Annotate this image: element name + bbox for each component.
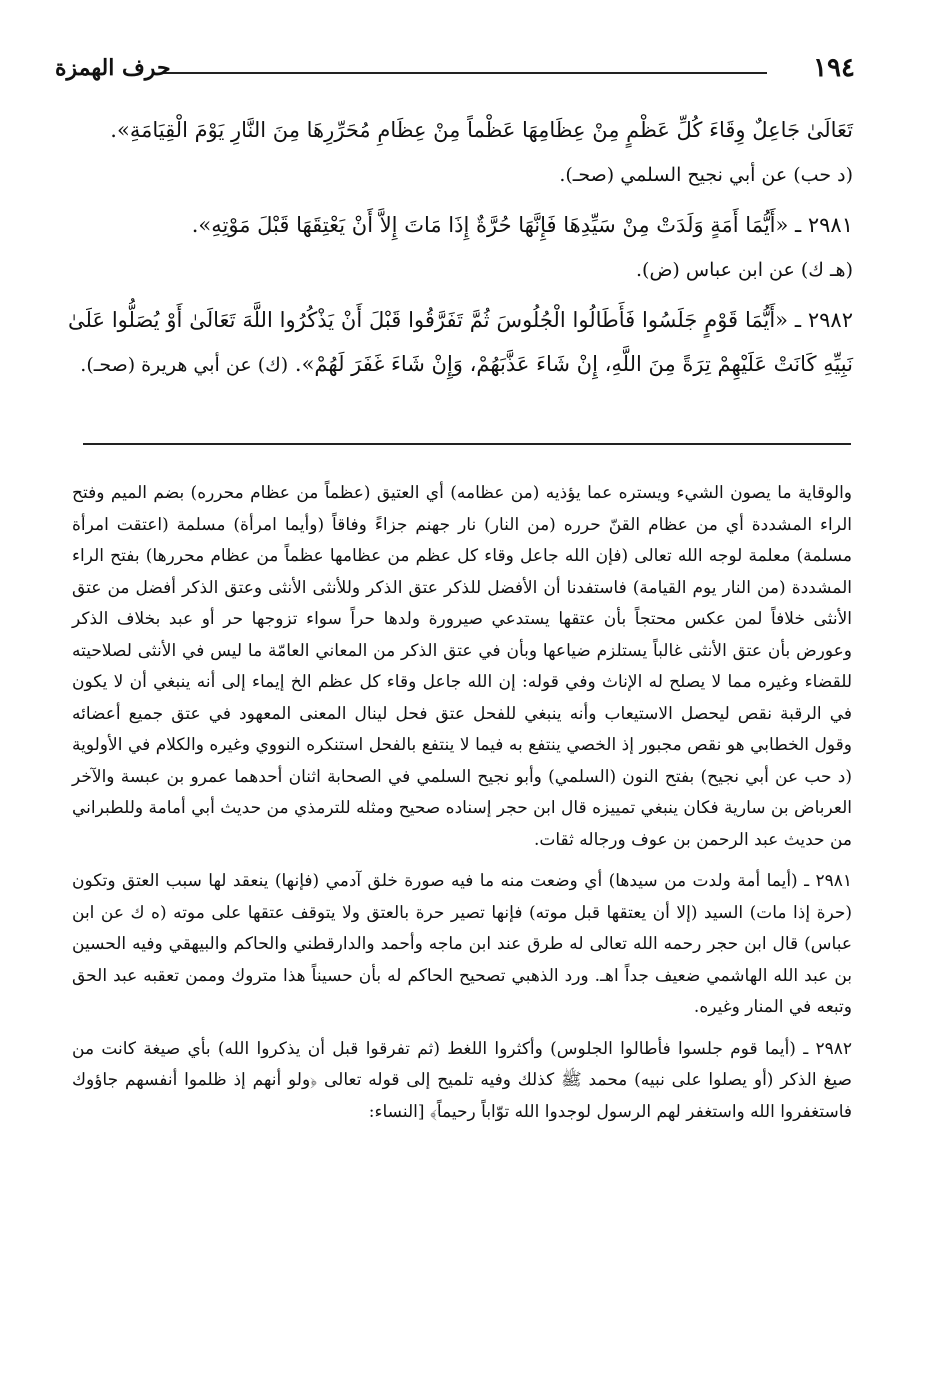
hadith-text [68,108,853,393]
hadith-entry [68,108,853,197]
hadith-body: ٢٩٨٢ ـ «أَيُّمَا قَوْمٍ جَلَسُوا فَأَطَالُوا الْجُلُوسَ ثُمَّ تَفَرَّقُوا قَبْلَ أَنْ يَذْكُرُوا اللَّهَ تَعَالَىٰ أَوْ يُصَلُّوا عَلَىٰ نَبِيِّهِ كَانَتْ عَلَيْهِمْ تِرَةً مِنَ اللَّهِ، إِنْ شَاءَ عَذَّبَهُمْ، وَإِنْ شَاءَ غَفَرَ لَهُمْ». [68,308,853,376]
commentary-paragraph: والوقاية ما يصون الشيء ويستره عما يؤذيه (من عظامه) أي العتيق (عظماً من عظام محرره) بضم الميم وفتح الراء المشددة أي من عظام القنّ حرره (من النار) نار جهنم جزاءً وفاقاً (وأيما امرأة) مسلمة (اعتقت امرأة مسلمة) معلمة لوجه الله تعالى (فإن الله جاعل وقاء كل عظم من عظامها عظماً من عظام محررها) بفتح الراء المشددة (من النار يوم القيامة) فاستفدنا أن الأفضل للذكر عتق الذكر وللأنثى الأنثى وعتق الذكر أفضل من عتق الأنثى خلافاً لمن عكس محتجاً بأن عتقها يستدعي صيرورة ولدها حراً سواء تزوجها حر أو عبد بخلاف الذكر وعورض بأن عتق الأنثى غالباً يستلزم ضياعها وبأن في عتق الذكر من المعاني العامّة ما ليس في الأنثى لصلاحيته للقضاء وغيره مما لا يصلح له الإناث وفي قوله: إن الله جاعل وقاء كل عظم الخ إيماء إلى أنه ينبغي أن لا يكون في الرقبة نقص ليحصل الاستيعاب وأنه ينبغي للفحل عتق فحل لينال المعنى المعهود في عتق جميع أعضائه وقول الخطابي هو نقص مجبور إذ الخصي ينتفع به فيما لا ينتفع بالفحل استنكره النووي وغيره والكلام في الأولوية (د حب عن أبي نجيح) بفتح النون (السلمي) وأبو نجيح السلمي في الصحابة اثنان أحدهما عمرو بن عبسة والآخر العرباض بن سارية فكان ينبغي تمييزه قال ابن حجر إسناده صحيح ومثله للترمذي من حديث أبي أمامة وللطبراني من حديث عبد الرحمن بن عوف ورجاله ثقات. [72,483,852,850]
commentary-paragraph: ٢٩٨٢ ـ (أيما قوم جلسوا فأطالوا الجلوس) وأكثروا اللغط (ثم تفرقوا قبل أن يذكروا الله) بأي صيغة كانت من صيغ الذكر (أو يصلوا على نبيه) محمد ﷺ كذلك وفيه تلميح إلى قوله تعالى ﴿ولو أنهم إذ ظلموا أنفسهم جاؤوك فاستغفروا الله واستغفر لهم الرسول لوجدوا الله توّاباً رحيماً﴾ [النساء: [72,1038,852,1122]
page-header [55,50,855,90]
footnote-separator [83,443,851,445]
hadith-body: تَعَالَىٰ جَاعِلٌ وِقَاءَ كُلِّ عَظْمٍ مِنْ عِظَامِهَا عَظْماً مِنْ عِظَامِ مُحَرِّرِهَا مِنَ النَّارِ يَوْمَ الْقِيَامَةِ». [110,118,853,142]
hadith-body: ٢٩٨١ ـ «أَيُّمَا أَمَةٍ وَلَدَتْ مِنْ سَيِّدِهَا فَإِنَّهَا حُرَّةٌ إِذَا مَاتَ إِلاَّ أَنْ يَعْتِقَهَا قَبْلَ مَوْتِهِ». [191,213,853,237]
page-number: ١٩٤ [813,53,855,83]
running-title: حرف الهمزة [55,55,171,81]
hadith-entry [68,203,853,292]
hadith-source: (د حب) عن أبي نجيح السلمي (صحـ). [559,164,853,186]
commentary-paragraph: ٢٩٨١ ـ (أيما أمة ولدت من سيدها) أي وضعت منه ما فيه صورة خلق آدمي (فإنها) ينعقد لها سبب العتق وتكون (حرة إذا مات) السيد (إلا أن يعتقها قبل موته) فإنها تصير حرة بالعتق ولا يتوقف عتقها على موته (ه ك عن ابن عباس) قال ابن حجر رحمه الله تعالى له طرق عند ابن ماجه وأحمد والدارقطني والحاكم والبيهقي وفيه الحسين بن عبد الله الهاشمي ضعيف جداً اهـ. ورد الذهبي تصحيح الحاكم له بأن حسيناً هذا متروك وممن تعقبه عبد الحق وتبعه في المنار وغيره. [72,871,852,1017]
hadith-source: (هـ ك) عن ابن عباس (ض). [636,259,853,281]
hadith-entry [68,298,853,387]
header-rule [163,72,767,74]
commentary [72,478,852,1138]
hadith-source: (ك) عن أبي هريرة (صحـ). [80,354,289,376]
